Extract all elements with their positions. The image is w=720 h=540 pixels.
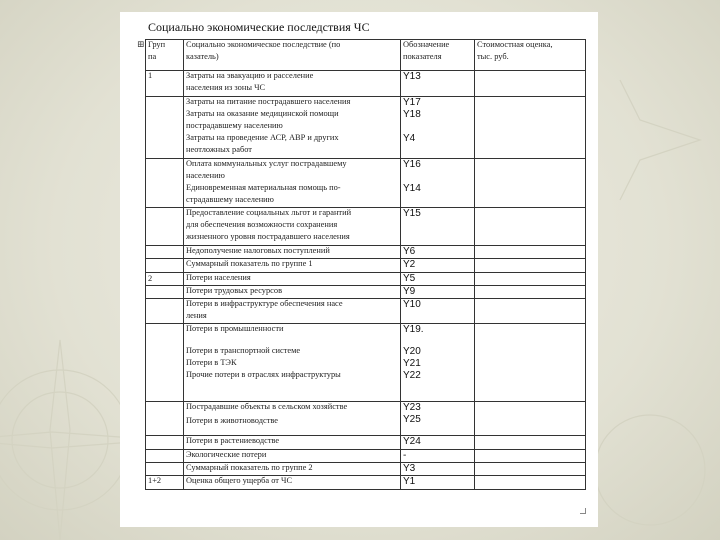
row-consequence-cell bbox=[184, 286, 401, 299]
consequence-text-line: Предоставление социальных льгот и гарантий bbox=[186, 208, 352, 217]
document-title: Социально экономические последствия ЧС bbox=[148, 20, 370, 34]
row-cost-cell bbox=[475, 324, 586, 402]
indicator-code: Y15 bbox=[403, 208, 421, 219]
header-cost-line: тыс. руб. bbox=[477, 52, 509, 61]
row-cost-cell bbox=[475, 208, 586, 246]
row-consequence-cell bbox=[184, 159, 401, 208]
indicator-code: Y20 bbox=[403, 346, 421, 357]
consequence-text-line: для обеспечения возможности сохранения bbox=[186, 220, 338, 229]
indicator-code: Y19. bbox=[403, 324, 424, 335]
row-consequence-cell bbox=[184, 476, 401, 490]
header-notation-line: показателя bbox=[403, 52, 442, 61]
row-consequence-cell bbox=[184, 436, 401, 450]
row-group-cell bbox=[146, 97, 184, 159]
row-cost-cell bbox=[475, 259, 586, 273]
row-notation-cell bbox=[401, 286, 475, 299]
consequence-text-line: Суммарный показатель по группе 2 bbox=[186, 463, 313, 472]
row-notation-cell bbox=[401, 208, 475, 246]
row-group-cell bbox=[146, 450, 184, 463]
indicator-code: Y1 bbox=[403, 476, 416, 487]
row-consequence-cell bbox=[184, 324, 401, 402]
indicator-code: Y17 bbox=[403, 97, 421, 108]
indicator-code: Y6 bbox=[403, 246, 416, 257]
row-cost-cell bbox=[475, 286, 586, 299]
table-row bbox=[146, 463, 586, 476]
row-consequence-cell bbox=[184, 71, 401, 97]
row-consequence-cell bbox=[184, 463, 401, 476]
indicator-code: Y4 bbox=[403, 133, 416, 144]
header-consequence-line: казатель) bbox=[186, 52, 219, 61]
table-row bbox=[146, 71, 586, 97]
row-cost-cell bbox=[475, 159, 586, 208]
header-cost-line: Стоимостная оценка, bbox=[477, 40, 553, 49]
row-cost-cell bbox=[475, 246, 586, 259]
row-group-cell bbox=[146, 208, 184, 246]
consequence-text-line: населения из зоны ЧС bbox=[186, 83, 266, 92]
indicator-code: Y23 bbox=[403, 402, 421, 413]
consequence-text-line: Потери в транспортной системе bbox=[186, 346, 301, 355]
header-group-line: Груп bbox=[148, 40, 166, 49]
table-row bbox=[146, 402, 586, 436]
table-row bbox=[146, 286, 586, 299]
consequence-text-line: Потери в животноводстве bbox=[186, 416, 278, 425]
header-notation-line: Обозначение bbox=[403, 40, 450, 49]
header-consequence bbox=[184, 40, 401, 71]
row-group-cell bbox=[146, 463, 184, 476]
table-row bbox=[146, 436, 586, 450]
consequence-text-line: Оценка общего ущерба от ЧС bbox=[186, 476, 293, 485]
indicator-code: Y13 bbox=[403, 71, 421, 82]
spacer bbox=[403, 336, 472, 346]
table-row bbox=[146, 450, 586, 463]
table-anchor-icon: ⊞ bbox=[137, 39, 145, 49]
row-notation-cell bbox=[401, 97, 475, 159]
row-consequence-cell bbox=[184, 246, 401, 259]
row-cost-cell bbox=[475, 450, 586, 463]
consequence-text-line: Потери населения bbox=[186, 273, 251, 282]
table-row bbox=[146, 159, 586, 208]
table-row bbox=[146, 259, 586, 273]
header-consequence-line: Социально экономическое последствие (по bbox=[186, 40, 341, 49]
document-page bbox=[120, 12, 598, 527]
indicator-code: - bbox=[403, 450, 407, 461]
row-notation-cell bbox=[401, 259, 475, 273]
table-row bbox=[146, 299, 586, 324]
row-cost-cell bbox=[475, 436, 586, 450]
consequence-text-line: Единовременная материальная помощь по- bbox=[186, 183, 341, 192]
header-cost bbox=[475, 40, 586, 71]
row-notation-cell bbox=[401, 463, 475, 476]
row-notation-cell bbox=[401, 476, 475, 490]
consequence-text-line: Потери в растениеводстве bbox=[186, 436, 280, 445]
row-consequence-cell bbox=[184, 273, 401, 286]
consequence-text-line: Экологические потери bbox=[186, 450, 267, 459]
header-group-line: па bbox=[148, 52, 157, 61]
row-group-cell bbox=[146, 159, 184, 208]
table-row bbox=[146, 476, 586, 490]
table-row bbox=[146, 246, 586, 259]
row-notation-cell bbox=[401, 159, 475, 208]
row-group-cell bbox=[146, 246, 184, 259]
row-cost-cell bbox=[475, 273, 586, 286]
consequence-text-line: неотложных работ bbox=[186, 145, 252, 154]
consequence-text-line: населению bbox=[186, 171, 225, 180]
row-notation-cell bbox=[401, 246, 475, 259]
row-group-cell: 1 bbox=[146, 71, 184, 97]
row-group-cell bbox=[146, 436, 184, 450]
consequence-text-line: страдавшему населению bbox=[186, 195, 274, 204]
consequence-text-line: Оплата коммунальных услуг пострадавшему bbox=[186, 159, 347, 168]
row-group-cell bbox=[146, 324, 184, 402]
row-cost-cell bbox=[475, 476, 586, 490]
row-consequence-cell bbox=[184, 450, 401, 463]
header-notation bbox=[401, 40, 475, 71]
table-row bbox=[146, 208, 586, 246]
indicator-code: Y16 bbox=[403, 159, 421, 170]
row-consequence-cell bbox=[184, 402, 401, 436]
indicator-code: Y22 bbox=[403, 370, 421, 381]
consequence-text-line: Недополучение налоговых поступлений bbox=[186, 246, 330, 255]
consequence-text-line: пострадавшему населению bbox=[186, 121, 283, 130]
consequences-table bbox=[145, 39, 586, 490]
row-group-cell bbox=[146, 259, 184, 273]
consequence-text-line: Суммарный показатель по группе 1 bbox=[186, 259, 313, 268]
page-corner-mark bbox=[580, 508, 586, 514]
row-consequence-cell bbox=[184, 299, 401, 324]
row-notation-cell bbox=[401, 299, 475, 324]
indicator-code: Y9 bbox=[403, 286, 416, 297]
consequence-text-line: Прочие потери в отраслях инфраструктуры bbox=[186, 370, 341, 379]
indicator-code: Y24 bbox=[403, 436, 421, 447]
table-row bbox=[146, 324, 586, 402]
row-consequence-cell bbox=[184, 97, 401, 159]
row-group-cell bbox=[146, 286, 184, 299]
indicator-code: Y3 bbox=[403, 463, 416, 474]
indicator-code: Y10 bbox=[403, 299, 421, 310]
row-consequence-cell bbox=[184, 208, 401, 246]
consequence-text-line: Затраты на эвакуацию и расселение bbox=[186, 71, 314, 80]
row-notation-cell bbox=[401, 324, 475, 402]
consequence-text-line: ления bbox=[186, 311, 207, 320]
indicator-code: Y14 bbox=[403, 183, 421, 194]
consequence-text-line: Потери трудовых ресурсов bbox=[186, 286, 283, 295]
table-row bbox=[146, 273, 586, 286]
row-group-cell bbox=[146, 402, 184, 436]
row-group-cell: 2 bbox=[146, 273, 184, 286]
row-group-cell: 1+2 bbox=[146, 476, 184, 490]
row-cost-cell bbox=[475, 97, 586, 159]
consequence-text-line: Затраты на проведение АСР, АВР и других bbox=[186, 133, 339, 142]
row-cost-cell bbox=[475, 463, 586, 476]
indicator-code: Y21 bbox=[403, 358, 421, 369]
row-cost-cell bbox=[475, 71, 586, 97]
consequence-text-line: Пострадавшие объекты в сельском хозяйстве bbox=[186, 402, 348, 411]
consequence-text-line: Затраты на оказание медицинской помощи bbox=[186, 109, 339, 118]
row-notation-cell bbox=[401, 436, 475, 450]
indicator-code: Y2 bbox=[403, 259, 416, 270]
consequence-text-line: Затраты на питание пострадавшего населения bbox=[186, 97, 351, 106]
table-header-row bbox=[146, 40, 586, 71]
row-notation-cell bbox=[401, 450, 475, 463]
header-group bbox=[146, 40, 184, 71]
consequence-text-line: Потери в промышленности bbox=[186, 324, 284, 333]
spacer bbox=[186, 336, 398, 346]
row-notation-cell bbox=[401, 71, 475, 97]
table-row bbox=[146, 97, 586, 159]
consequence-text-line: жизненного уровня пострадавшего населения bbox=[186, 232, 350, 241]
consequence-text-line: Потери в ТЭК bbox=[186, 358, 237, 367]
consequence-text-line: Потери в инфраструктуре обеспечения насе bbox=[186, 299, 343, 308]
indicator-code: Y5 bbox=[403, 273, 416, 284]
row-group-cell bbox=[146, 299, 184, 324]
row-notation-cell bbox=[401, 402, 475, 436]
indicator-code: Y18 bbox=[403, 109, 421, 120]
row-consequence-cell bbox=[184, 259, 401, 273]
row-notation-cell bbox=[401, 273, 475, 286]
indicator-code: Y25 bbox=[403, 414, 421, 425]
row-cost-cell bbox=[475, 402, 586, 436]
row-cost-cell bbox=[475, 299, 586, 324]
